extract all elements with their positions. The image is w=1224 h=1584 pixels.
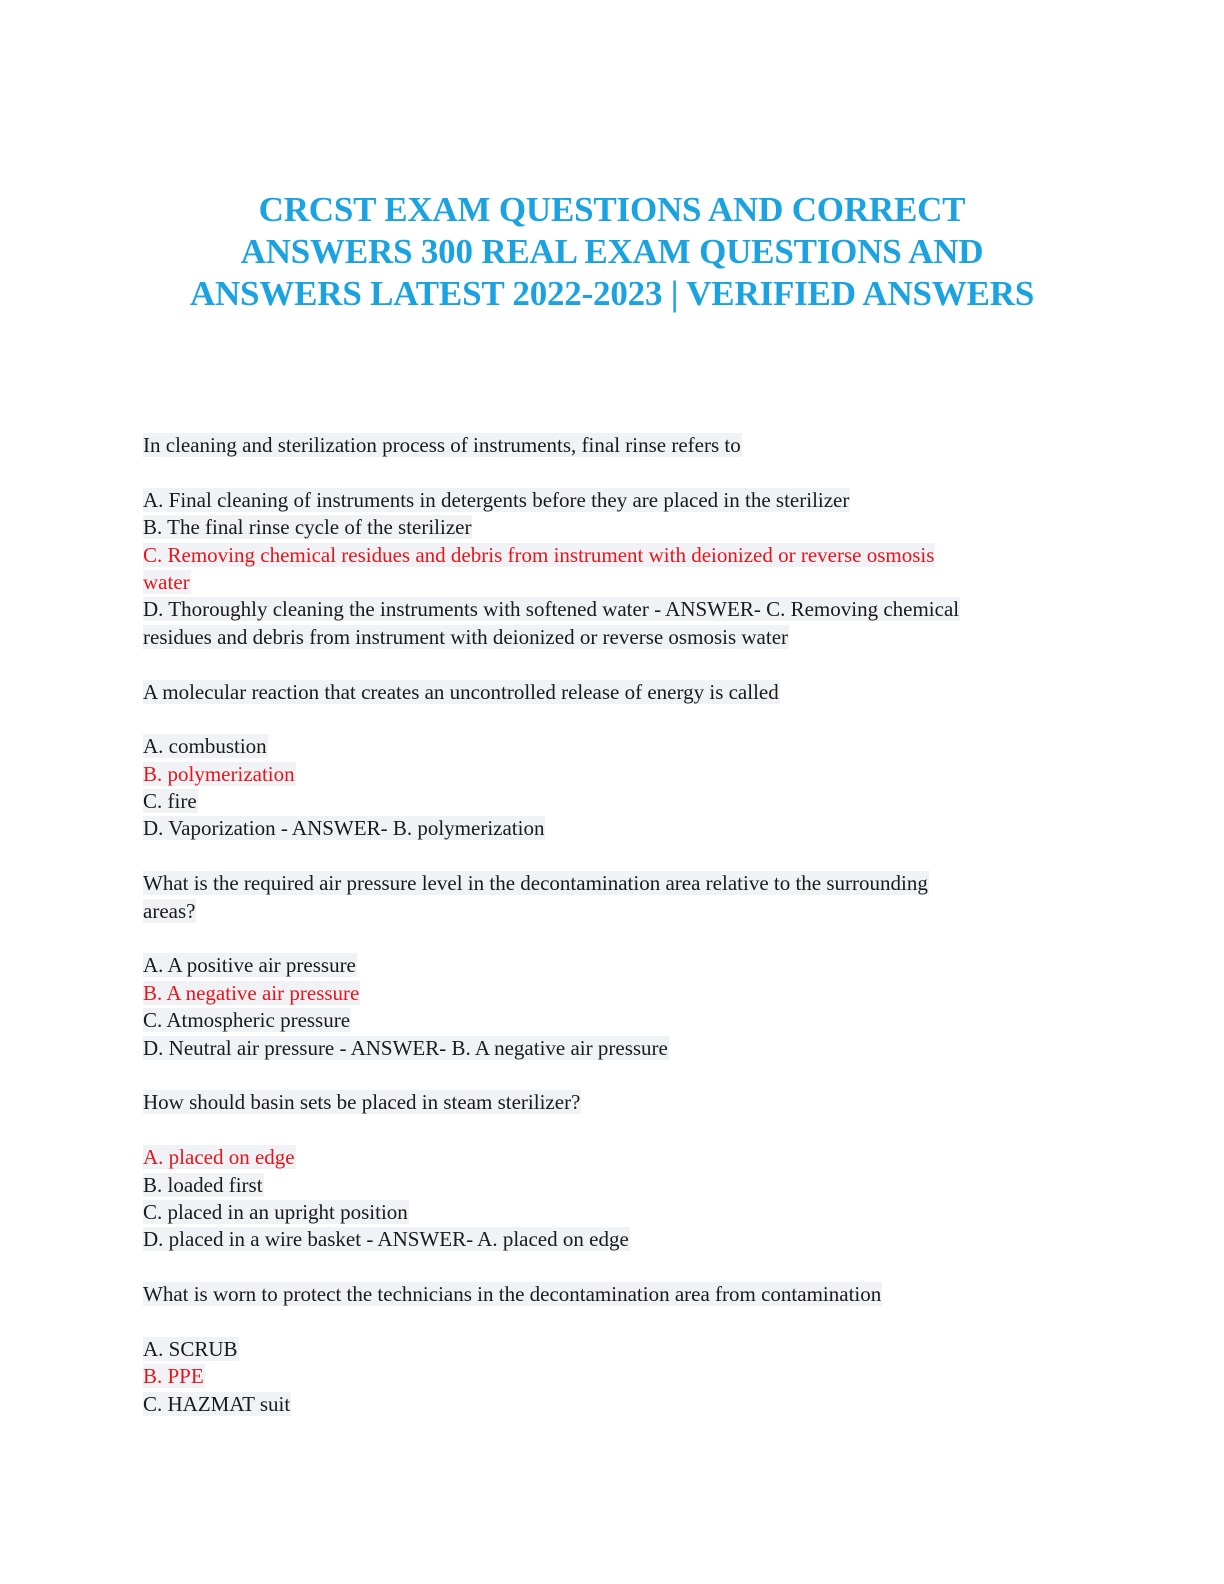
question-text: What is the required air pressure level in the decontamination area relative to the surrounding — [143, 871, 928, 896]
spacer — [143, 459, 1083, 486]
answer-option-correct: C. Removing chemical residues and debris from instrument with deionized or reverse osmosis — [143, 542, 935, 567]
document-title — [0, 189, 1224, 315]
answer-option: A. Final cleaning of instruments in detergents before they are placed in the sterilizer — [143, 487, 850, 512]
title-line-1: CRCST EXAM QUESTIONS AND CORRECT — [258, 190, 966, 229]
answer-option: B. The final rinse cycle of the sterilizer — [143, 515, 472, 540]
answer-option: C. Atmospheric pressure — [143, 1008, 351, 1033]
answer-option: A. A positive air pressure — [143, 953, 356, 978]
answer-option: C. fire — [143, 789, 197, 814]
question-list — [143, 432, 1083, 1418]
answer-option: A. SCRUB — [143, 1336, 238, 1361]
spacer — [143, 843, 1083, 870]
title-line-2: ANSWERS 300 REAL EXAM QUESTIONS AND — [240, 232, 984, 271]
answer-option-correct: water — [143, 569, 190, 594]
spacer — [143, 1309, 1083, 1336]
question-text: How should basin sets be placed in steam sterilizer? — [143, 1090, 581, 1115]
spacer — [143, 1117, 1083, 1144]
spacer — [143, 1254, 1083, 1281]
answer-option: D. Thoroughly cleaning the instruments with softened water - ANSWER- C. Removing chemical — [143, 597, 960, 622]
answer-option-correct: B. PPE — [143, 1364, 204, 1389]
answer-option: D. Vaporization - ANSWER- B. polymerization — [143, 816, 545, 841]
answer-option: D. placed in a wire basket - ANSWER- A. placed on edge — [143, 1227, 629, 1252]
answer-option: A. combustion — [143, 734, 267, 759]
spacer — [143, 651, 1083, 678]
question-text: In cleaning and sterilization process of instruments, final rinse refers to — [143, 433, 741, 457]
answer-option: C. HAZMAT suit — [143, 1391, 291, 1416]
spacer — [143, 925, 1083, 952]
answer-option: B. loaded first — [143, 1172, 263, 1197]
question-text: A molecular reaction that creates an uncontrolled release of energy is called — [143, 679, 779, 704]
answer-option-correct: A. placed on edge — [143, 1145, 295, 1170]
answer-option: residues and debris from instrument with deionized or reverse osmosis water — [143, 624, 789, 649]
question-text: areas? — [143, 898, 196, 923]
answer-option-correct: B. A negative air pressure — [143, 980, 360, 1005]
answer-option-correct: B. polymerization — [143, 761, 295, 786]
answer-option: C. placed in an upright position — [143, 1199, 408, 1224]
spacer — [143, 1062, 1083, 1089]
title-line-3: ANSWERS LATEST 2022-2023 | VERIFIED ANSWERS — [189, 274, 1035, 313]
question-text: What is worn to protect the technicians in the decontamination area from contamination — [143, 1282, 882, 1307]
answer-option: D. Neutral air pressure - ANSWER- B. A negative air pressure — [143, 1035, 668, 1060]
spacer — [143, 706, 1083, 733]
